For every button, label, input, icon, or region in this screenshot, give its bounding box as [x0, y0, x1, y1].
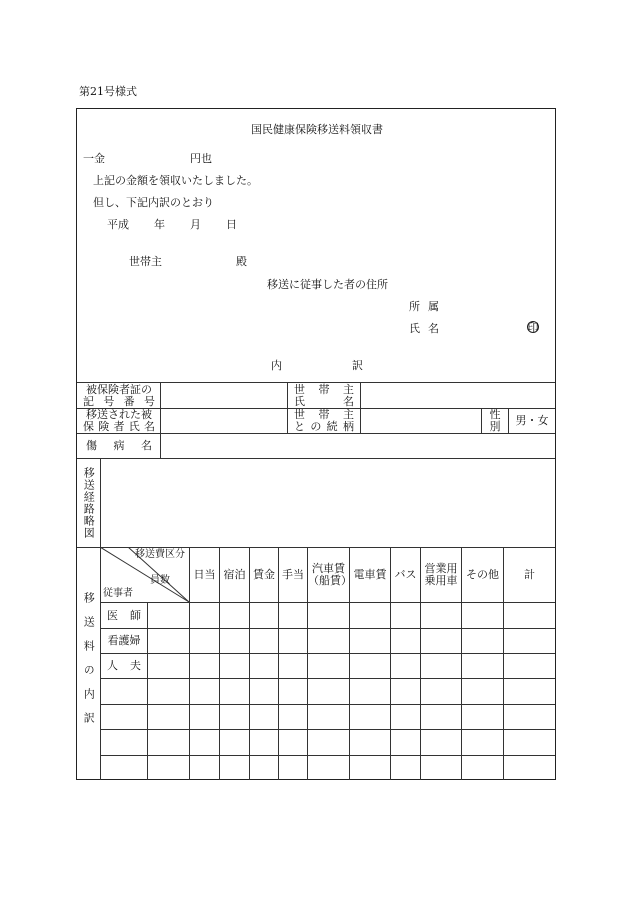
- date-era: 平成: [107, 218, 129, 231]
- householder-name-field[interactable]: [361, 383, 555, 408]
- staff-count-label: 員数: [150, 575, 170, 586]
- col-lodging: 宿泊: [223, 568, 246, 582]
- date-day: 日: [226, 218, 237, 231]
- col-commercial-car: 営業用 乗用車: [424, 562, 458, 587]
- amount-prefix: 一金: [83, 152, 105, 165]
- date-year: 年: [154, 218, 165, 231]
- householder-name-label: 世帯主 氏名: [294, 382, 354, 408]
- illness-field[interactable]: [161, 434, 555, 458]
- fee-section-label: 移送料の内訳: [82, 592, 96, 736]
- mover-name-label: 氏名: [409, 322, 447, 335]
- receipt-statement: 上記の金額を領収いたしました。: [93, 174, 258, 187]
- worker-label: 従事者: [103, 588, 133, 599]
- col-daily-allowance: 日当: [193, 568, 216, 582]
- breakdown-heading: 内訳: [271, 359, 433, 372]
- route-map-area[interactable]: [101, 459, 555, 547]
- row-doctor: 医師: [107, 608, 141, 622]
- relation-field[interactable]: [361, 409, 481, 433]
- form-title: 国民健康保険移送料領収書: [251, 123, 383, 136]
- sex-options[interactable]: 男・女: [515, 414, 549, 428]
- illness-label: 傷病名: [86, 439, 152, 453]
- col-bus: バス: [394, 568, 417, 582]
- insurance-number-field[interactable]: [161, 383, 287, 408]
- col-allowance: 手当: [282, 568, 304, 582]
- route-map-label: 移送経路略図: [82, 467, 96, 539]
- patient-name-field[interactable]: [161, 409, 287, 433]
- col-wage: 賃金: [253, 568, 275, 582]
- row-porter: 人夫: [107, 659, 141, 673]
- row-nurse: 看護婦: [107, 634, 141, 648]
- date-month: 月: [190, 218, 201, 231]
- col-tram-fare: 電車賃: [353, 568, 387, 582]
- relation-label: 世帯主 との続柄: [294, 408, 354, 433]
- col-other: その他: [466, 568, 499, 582]
- insurance-number-label: 被保険者証の 記号番号: [83, 382, 155, 408]
- col-train-fare: 汽車賃 （船賃）: [308, 562, 352, 587]
- affiliation-label: 所属: [409, 300, 447, 313]
- col-total: 計: [524, 568, 535, 582]
- receipt-form: [76, 108, 556, 780]
- form-number: 第21号様式: [79, 85, 137, 98]
- householder-label: 世帯主: [129, 255, 162, 268]
- patient-name-label: 移送された被 保険者氏名: [83, 408, 155, 433]
- fee-category-label: 移送費区分: [135, 549, 185, 560]
- honorific: 殿: [236, 255, 247, 268]
- seal-icon: 印: [527, 320, 539, 334]
- mover-address-label: 移送に従事した者の住所: [267, 278, 388, 291]
- sex-label: 性 別: [489, 408, 501, 433]
- breakdown-note: 但し、下記内訳のとおり: [93, 196, 214, 209]
- amount-unit: 円也: [190, 152, 212, 165]
